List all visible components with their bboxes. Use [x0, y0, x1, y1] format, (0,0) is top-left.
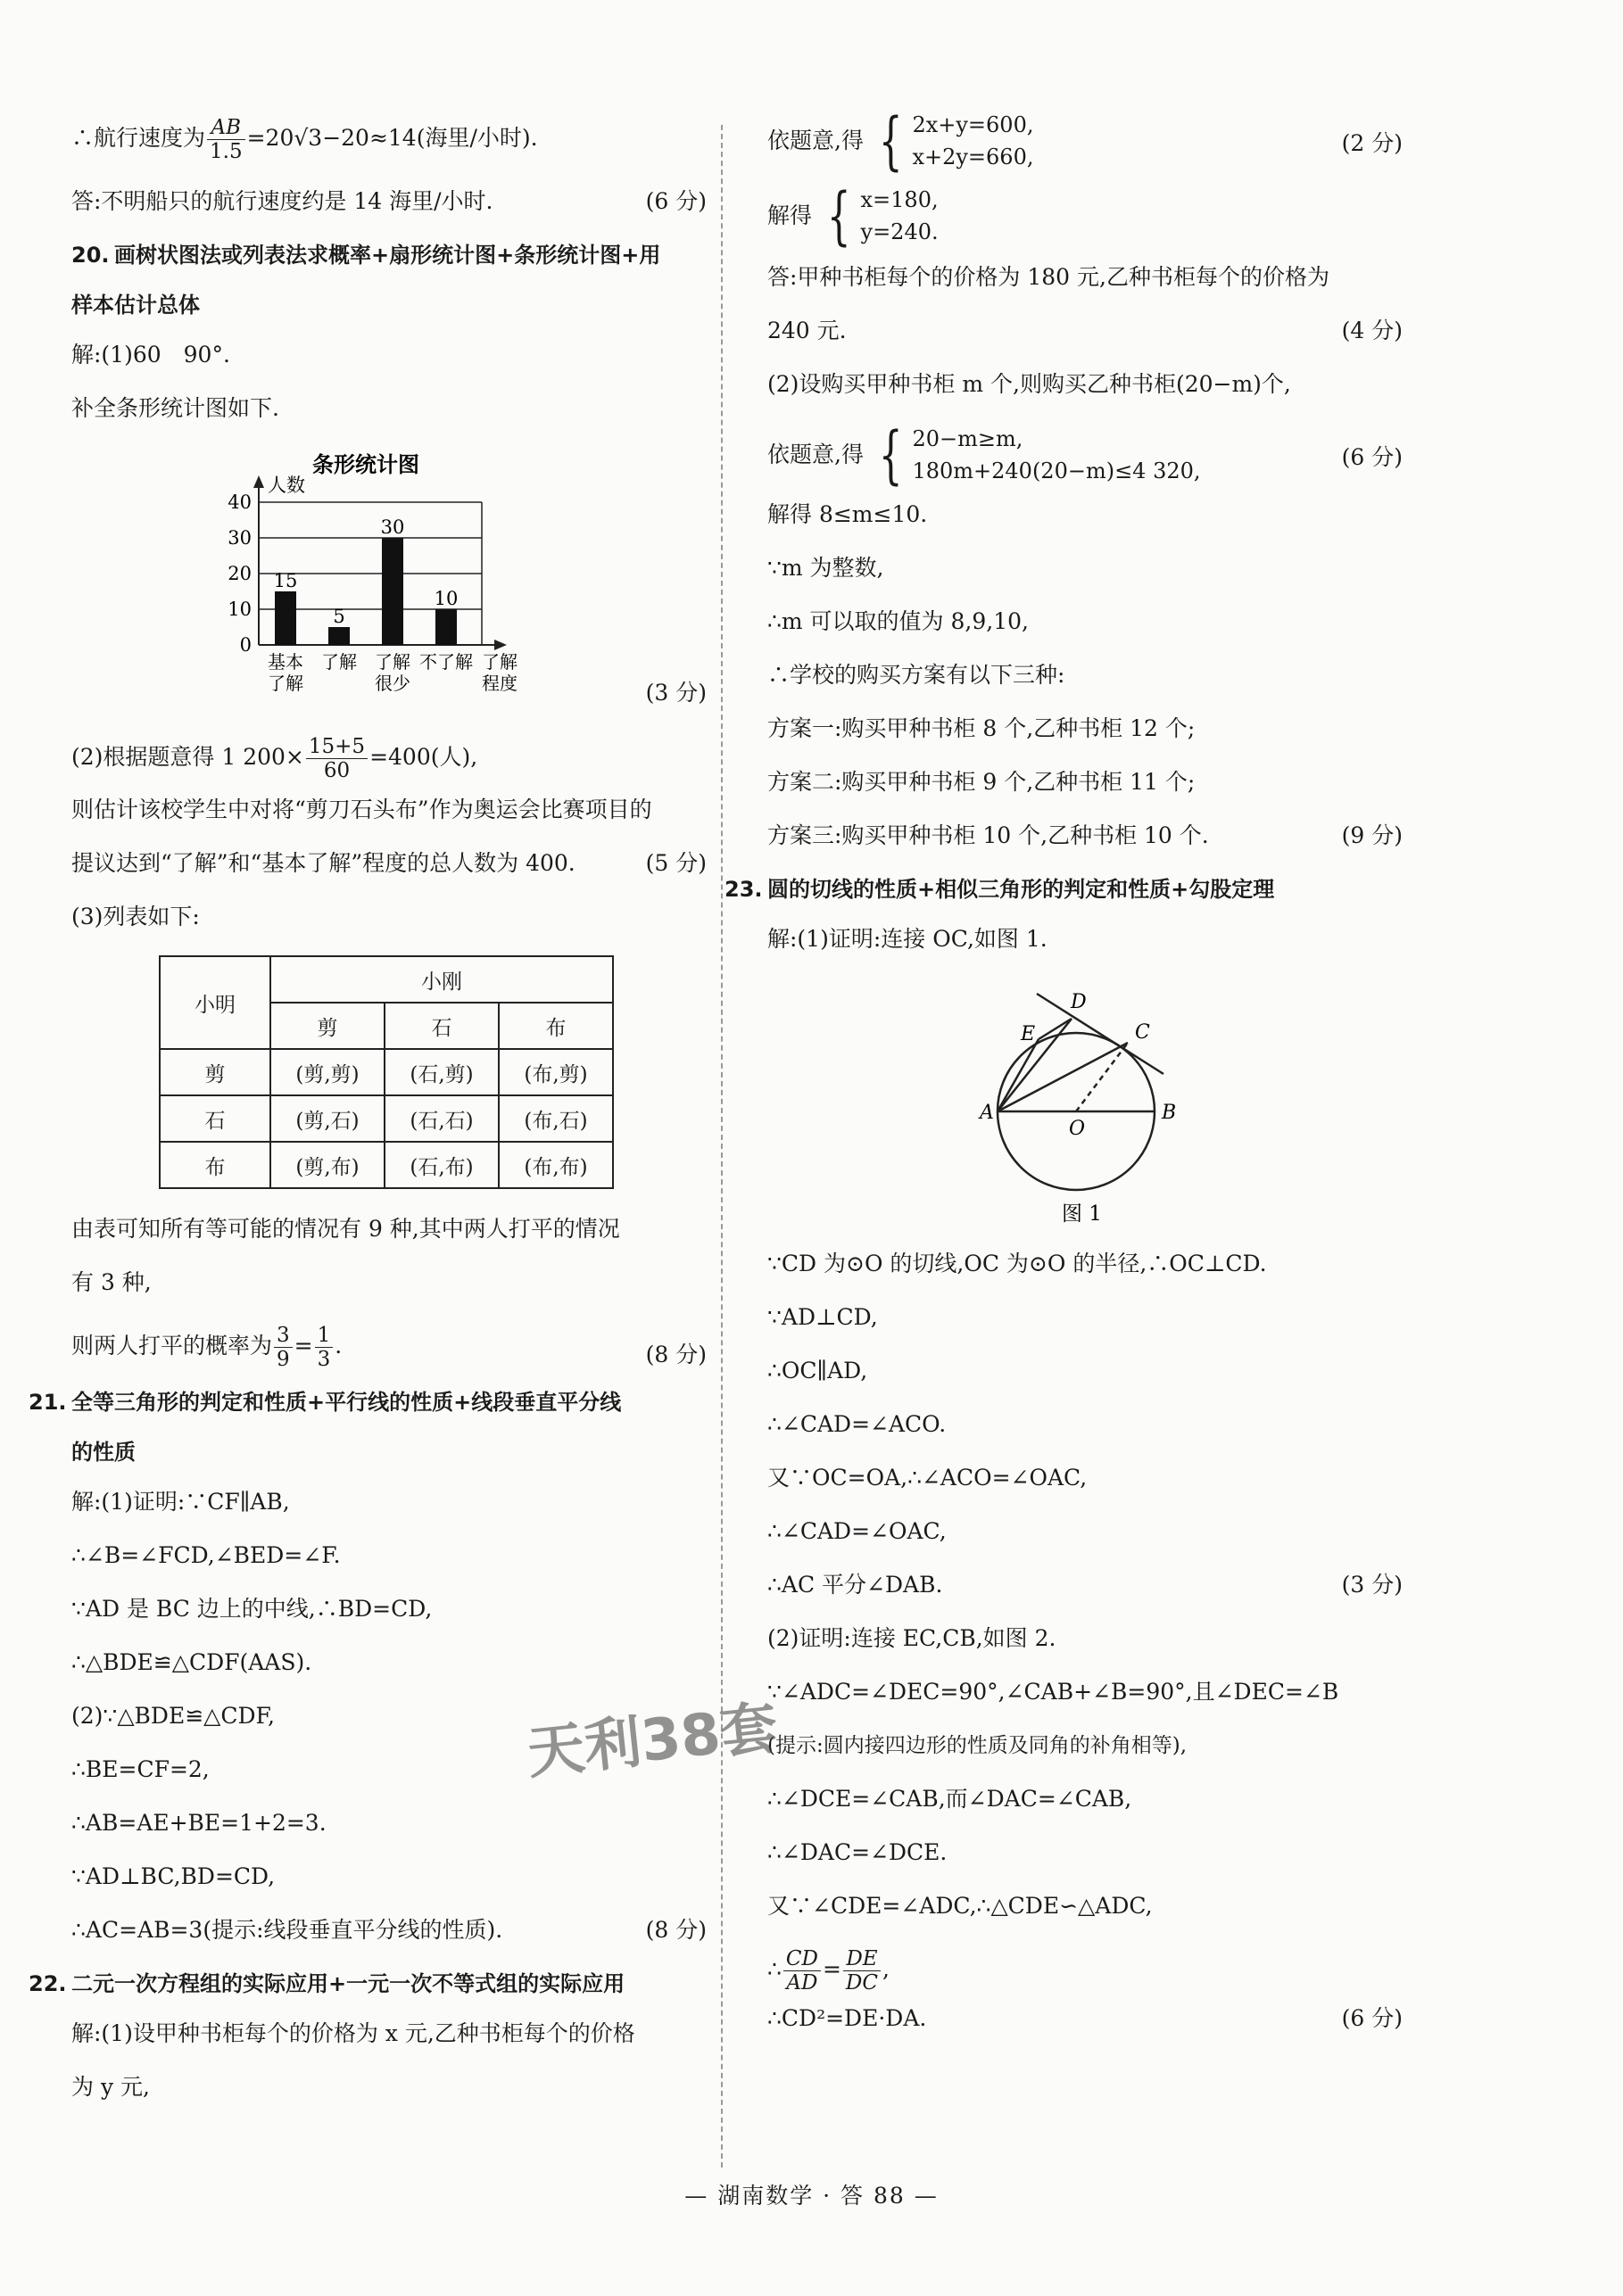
bar-chart-block — [71, 447, 707, 714]
q22-line: 方案三:购买甲种书柜 10 个,乙种书柜 10 个. (9 分) — [767, 822, 1403, 848]
svg-text:O: O — [1069, 1118, 1086, 1140]
column-divider — [721, 125, 723, 2168]
x-tick-label: 程度 — [482, 673, 518, 694]
bar-value-label: 5 — [333, 606, 345, 627]
left-column — [29, 114, 707, 2126]
q20-part3: (3)列表如下: — [71, 904, 200, 929]
q23-line: 解:(1)证明:连接 OC,如图 1. — [767, 926, 1047, 952]
bar — [435, 609, 457, 645]
q20-heading: 20. 画树状图法或列表法求概率+扇形统计图+条形统计图+用 — [71, 243, 661, 268]
q22-answer: 答:甲种书柜每个的价格为 180 元,乙种书柜每个的价格为 — [767, 264, 1329, 290]
publisher-watermark: 天利38套 — [524, 1695, 781, 1788]
outcome-table — [159, 955, 614, 1189]
svg-text:B: B — [1162, 1102, 1177, 1124]
q20-answer-2: 补全条形统计图如下. — [71, 395, 279, 421]
q21-heading-cont: 的性质 — [71, 1440, 136, 1465]
outcome-table-block — [71, 955, 707, 1194]
table-col-header: 布 — [499, 1003, 613, 1049]
speed-answer: 答:不明船只的航行速度约是 14 海里/小时. (6 分) — [71, 186, 707, 217]
q22-line: 解得 8≤m≤10. — [767, 501, 928, 527]
bar — [275, 591, 296, 645]
q23-hint: (提示:圆内接四边形的性质及同角的补角相等), — [767, 1734, 1188, 1757]
y-tick-label: 30 — [228, 527, 252, 549]
q23-line: ∵CD 为⊙O 的切线,OC 为⊙O 的半径,∴OC⊥CD. — [767, 1251, 1267, 1276]
q23-line: ∴AC 平分∠DAB. (3 分) — [767, 1572, 1403, 1598]
y-tick-label: 20 — [228, 563, 252, 584]
x-tick-label: 了解 — [482, 651, 518, 673]
x-tick-label: 了解 — [321, 651, 357, 673]
svg-text:A: A — [980, 1102, 994, 1124]
q23-ratio: ∴ $\frac{CD}{AD}$ = $\frac{DE}{DC}$ , — [767, 1947, 890, 1995]
x-tick-label: 不了解 — [419, 651, 473, 673]
figure-caption: 图 1 — [1062, 1202, 1102, 1226]
y-tick-label: 10 — [228, 599, 252, 620]
x-tick-label: 基本 — [268, 651, 303, 673]
q20-probability: 则两人打平的概率为 $\frac{3}{9}$ = $\frac{1}{3}$ . (8 分) — [71, 1324, 707, 1371]
speed-line: ∴航行速度为 $\frac{AB}{1.5}$ =20√3−20≈14(海里/小时). — [71, 116, 538, 163]
right-column — [725, 104, 1403, 2057]
q20-part2-c: 提议达到“了解”和“基本了解”程度的总人数为 400. (5 分) — [71, 850, 707, 876]
q22-line: ∴学校的购买方案有以下三种: — [767, 662, 1065, 688]
q21-line: ∴AB=AE+BE=1+2=3. — [71, 1810, 327, 1836]
x-axis-arrow — [494, 640, 507, 650]
q23-line: ∴∠DAC=∠DCE. — [767, 1839, 948, 1865]
bar-value-label: 30 — [380, 516, 405, 538]
x-tick-label: 了解 — [268, 673, 303, 694]
svg-text:E: E — [1021, 1023, 1036, 1045]
table-row: 布 (剪,布) (石,布) (布,布) — [160, 1142, 613, 1188]
q22-line: 解:(1)设甲种书柜每个的价格为 x 元,乙种书柜每个的价格 — [71, 2020, 635, 2046]
table-corner: 小明 — [160, 956, 270, 1049]
q23-line: ∵∠ADC=∠DEC=90°,∠CAB+∠B=90°,且∠DEC=∠B — [767, 1679, 1339, 1705]
svg-text:D: D — [1071, 991, 1087, 1013]
q23-line: (2)证明:连接 EC,CB,如图 2. — [767, 1625, 1056, 1651]
q20-part2-b: 则估计该校学生中对将“剪刀石头布”作为奥运会比赛项目的 — [71, 797, 652, 822]
circle-figure — [767, 978, 1403, 1236]
q22-line: 方案二:购买甲种书柜 9 个,乙种书柜 11 个; — [767, 769, 1196, 795]
bar-value-label: 10 — [434, 588, 459, 609]
table-row: 剪 (剪,剪) (石,剪) (布,剪) — [160, 1049, 613, 1095]
table-col-header: 剪 — [270, 1003, 385, 1049]
q23-line: ∵AD⊥CD, — [767, 1304, 878, 1330]
q20-heading-cont: 样本估计总体 — [71, 293, 200, 318]
table-top-header: 小刚 — [270, 956, 613, 1003]
system-2: 依题意,得 { 20−m≥m, 180m+240(20−m)≤4 320, (6 分) — [767, 418, 1403, 491]
y-axis-arrow — [253, 475, 264, 488]
q21-line: ∴∠B=∠FCD,∠BED=∠F. — [71, 1542, 341, 1568]
q22-answer-b: 240 元. (4 分) — [767, 318, 1403, 343]
score: (6 分) — [645, 188, 707, 214]
q22-line: 方案一:购买甲种书柜 8 个,乙种书柜 12 个; — [767, 715, 1196, 741]
q23-line: ∴∠CAD=∠OAC, — [767, 1518, 947, 1544]
q21-line: ∴△BDE≌△CDF(AAS). — [71, 1649, 312, 1675]
q23-line: ∴OC∥AD, — [767, 1358, 868, 1383]
q23-heading: 23. 圆的切线的性质+相似三角形的判定和性质+勾股定理 — [725, 877, 1275, 902]
y-tick-label: 0 — [239, 634, 252, 656]
q23-line: ∴∠DCE=∠CAB,而∠DAC=∠CAB, — [767, 1786, 1132, 1812]
q21-line: (2)∵△BDE≌△CDF, — [71, 1703, 275, 1729]
bar-chart — [71, 447, 707, 714]
system-solution: 解得 { x=180, y=240. — [767, 179, 939, 252]
q21-line: ∴BE=CF=2, — [71, 1756, 210, 1782]
x-tick-label: 了解 — [375, 651, 410, 673]
page-footer: — 湖南数学 · 答 88 — — [684, 2183, 939, 2209]
y-tick-label: 40 — [228, 491, 252, 513]
q21-line: ∵AD⊥BC,BD=CD, — [71, 1863, 276, 1889]
q23-line: ∴CD²=DE·DA. (6 分) — [767, 2005, 1403, 2031]
q23-line: 又∵OC=OA,∴∠ACO=∠OAC, — [767, 1465, 1088, 1491]
q22-line: ∵m 为整数, — [767, 555, 884, 581]
q21-line: ∵AD 是 BC 边上的中线,∴BD=CD, — [71, 1596, 433, 1622]
table-col-header: 石 — [385, 1003, 499, 1049]
q22-heading: 22. 二元一次方程组的实际应用+一元一次不等式组的实际应用 — [29, 1971, 625, 1996]
system-1: 依题意,得 { 2x+y=600, x+2y=660, (2 分) — [767, 104, 1403, 178]
bar-value-label: 15 — [273, 570, 298, 591]
q20-answer-1: 解:(1)60 90°. — [71, 342, 230, 368]
q20-part3-a: 由表可知所有等可能的情况有 9 种,其中两人打平的情况 — [71, 1216, 620, 1242]
bar — [328, 627, 350, 645]
score: (3 分) — [645, 680, 707, 706]
chart-title: 条形统计图 — [312, 452, 419, 477]
q21-line: 解:(1)证明:∵CF∥AB, — [71, 1489, 290, 1515]
figure-1 — [767, 978, 1403, 1236]
q22-line: 为 y 元, — [71, 2074, 150, 2100]
y-axis-label: 人数 — [268, 475, 305, 496]
q23-line: 又∵∠CDE=∠ADC,∴△CDE∽△ADC, — [767, 1893, 1153, 1919]
svg-text:C: C — [1135, 1021, 1150, 1044]
bar — [382, 538, 403, 645]
q20-part3-b: 有 3 种, — [71, 1269, 152, 1295]
table-row: 石 (剪,石) (石,石) (布,石) — [160, 1095, 613, 1142]
q23-line: ∴∠CAD=∠ACO. — [767, 1411, 947, 1437]
q20-part2: (2)根据题意得 1 200× $\frac{15+5}{60}$ =400(人), — [71, 735, 478, 782]
q22-part2: (2)设购买甲种书柜 m 个,则购买乙种书柜(20−m)个, — [767, 371, 1291, 397]
q21-line: ∴AC=AB=3(提示:线段垂直平分线的性质). (8 分) — [71, 1917, 707, 1943]
x-tick-label: 很少 — [375, 673, 410, 694]
q21-heading: 21. 全等三角形的判定和性质+平行线的性质+线段垂直平分线 — [29, 1390, 622, 1415]
q22-line: ∴m 可以取的值为 8,9,10, — [767, 608, 1029, 634]
